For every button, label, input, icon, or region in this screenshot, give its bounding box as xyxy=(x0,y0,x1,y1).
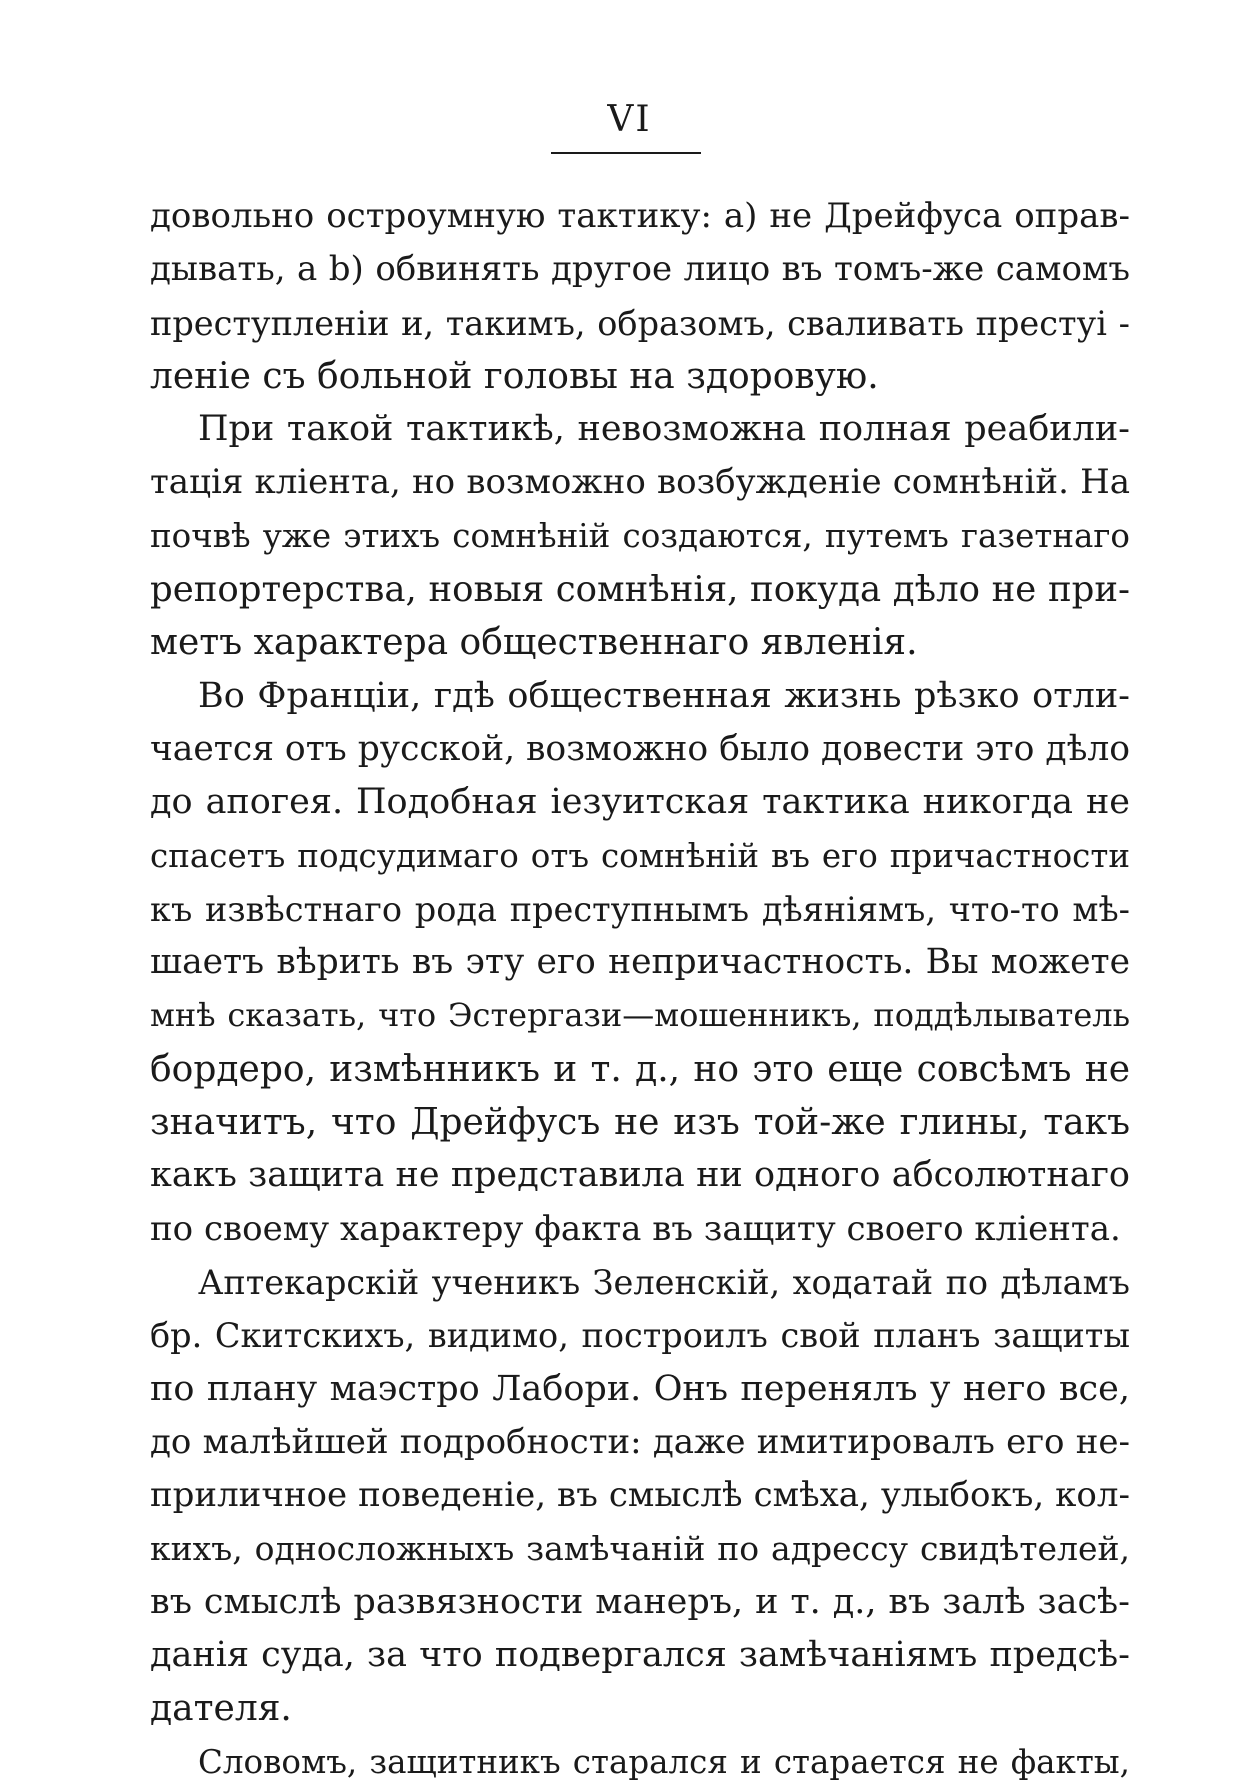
text-line: довольно остроумную тактику: а) не Дрейфуса оправ- xyxy=(150,196,1130,236)
text-line: При такой тактикѣ, невозможна полная реабили- xyxy=(198,409,1130,450)
text-line: спасетъ подсудимаго отъ сомнѣній въ его причастности xyxy=(150,836,1130,875)
text-line: данія суда, за что подвергался замѣчаніямъ предсѣ- xyxy=(150,1635,1130,1676)
text-line: Словомъ, защитникъ старался и старается не факты, xyxy=(198,1742,1130,1781)
text-line: къ извѣстнаго рода преступнымъ дѣяніямъ, что-то мѣ- xyxy=(150,889,1130,929)
text-line: мнѣ сказать, что Эстергази—мошенникъ, поддѣлыватель xyxy=(150,996,1130,1035)
text-line: кихъ, односложныхъ замѣчаній по адрессу свидѣтелей, xyxy=(150,1529,1130,1569)
text-line: по своему характеру факта въ защиту своего кліента. xyxy=(150,1208,1121,1249)
text-line: по плану маэстро Лабори. Онъ перенялъ у него все, xyxy=(150,1368,1130,1409)
text-line: метъ характера общественнаго явленія. xyxy=(150,622,918,664)
text-line: дателя. xyxy=(150,1688,292,1730)
text-line: какъ защита не представила ни одного абсолютнаго xyxy=(150,1155,1130,1196)
text-line: до апогея. Подобная іезуитская тактика никогда не xyxy=(150,782,1130,823)
text-line: приличное поведеніе, въ смыслѣ смѣха, улыбокъ, кол- xyxy=(150,1475,1130,1516)
text-line: бр. Скитскихъ, видимо, построилъ свой планъ защиты xyxy=(150,1316,1130,1356)
text-line: тація кліента, но возможно возбужденіе сомнѣній. На xyxy=(150,462,1130,503)
text-line: леніе съ больной головы на здоровую. xyxy=(150,355,879,397)
text-line: значитъ, что Дрейфусъ не изъ той-же глины, такъ xyxy=(150,1102,1130,1144)
header-rule xyxy=(551,152,701,154)
text-line: репортерства, новыя сомнѣнія, покуда дѣло не при- xyxy=(150,569,1130,611)
text-line: шаетъ вѣрить въ эту его непричастность. Вы можете xyxy=(150,942,1130,983)
text-line: до малѣйшей подробности: даже имитировалъ его не- xyxy=(150,1421,1130,1462)
text-line: преступленіи и, такимъ, образомъ, сваливать престуі - xyxy=(150,303,1130,343)
page-number: VI xyxy=(607,99,652,140)
body-text xyxy=(150,190,1130,1789)
text-line: Во Франціи, гдѣ общественная жизнь рѣзко отли- xyxy=(198,675,1130,716)
text-line: въ смыслѣ развязности манеръ, и т. д., въ залѣ засѣ- xyxy=(150,1581,1130,1622)
text-line: чается отъ русской, возможно было довести это дѣло xyxy=(150,728,1130,769)
text-line: бордеро, измѣнникъ и т. д., но это еще совсѣмъ не xyxy=(150,1048,1130,1090)
text-line: Аптекарскій ученикъ Зеленскій, ходатай по дѣламъ xyxy=(198,1262,1130,1302)
text-line: почвѣ уже этихъ сомнѣній создаются, путемъ газетнаго xyxy=(150,516,1130,555)
text-line: дывать, а b) обвинять другое лицо въ томъ-же самомъ xyxy=(150,249,1130,290)
